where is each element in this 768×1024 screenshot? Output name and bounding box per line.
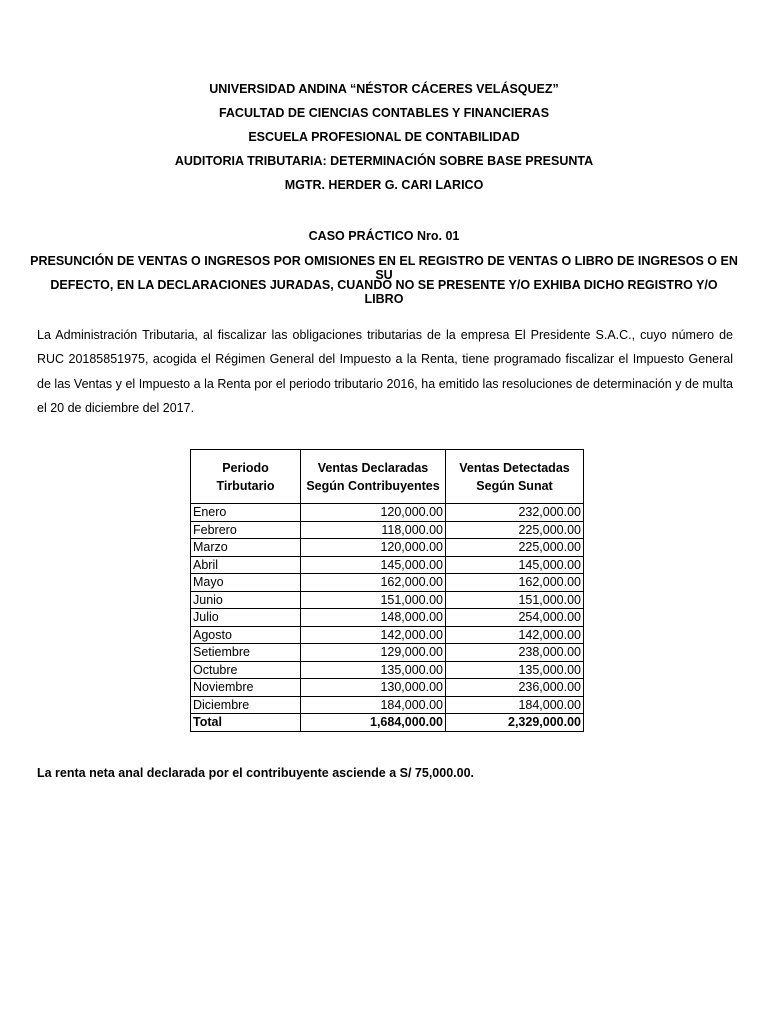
month-cell: Noviembre — [191, 679, 301, 697]
case-paragraph: La Administración Tributaria, al fiscalizar las obligaciones tributarias de la empresa El Presidente S.A.C., cuyo número de RUC 20185851975, acogida el Régimen General del Impuesto a la Renta, tiene programado fiscalizar el Impuesto General de las Ventas y el Impuesto a la Renta por el periodo tributario 2016, ha emitido las resoluciones de determinación y de multa el 20 de diciembre del 2017. — [37, 328, 733, 415]
detected-cell: 142,000.00 — [446, 626, 584, 644]
table-total-row — [191, 714, 584, 732]
month-cell: Enero — [191, 504, 301, 522]
table-row — [191, 679, 584, 697]
table-row — [191, 626, 584, 644]
school-title: ESCUELA PROFESIONAL DE CONTABILIDAD — [248, 130, 520, 144]
total-declared: 1,684,000.00 — [301, 714, 446, 732]
detected-cell: 254,000.00 — [446, 609, 584, 627]
declared-cell: 120,000.00 — [301, 504, 446, 522]
month-cell: Julio — [191, 609, 301, 627]
sales-table — [190, 449, 584, 732]
university-title: UNIVERSIDAD ANDINA “NÉSTOR CÁCERES VELÁSQUEZ” — [209, 82, 559, 96]
declared-cell: 145,000.00 — [301, 556, 446, 574]
month-cell: Febrero — [191, 521, 301, 539]
header-period-line-2: Tirbutario — [216, 478, 275, 493]
case-number: CASO PRÁCTICO Nro. 01 — [308, 229, 460, 243]
table-row — [191, 609, 584, 627]
month-cell: Marzo — [191, 539, 301, 557]
month-cell: Mayo — [191, 574, 301, 592]
table-row — [191, 556, 584, 574]
table-row — [191, 661, 584, 679]
detected-cell: 145,000.00 — [446, 556, 584, 574]
declared-cell: 142,000.00 — [301, 626, 446, 644]
table-row — [191, 521, 584, 539]
declared-cell: 118,000.00 — [301, 521, 446, 539]
header-detected — [446, 450, 584, 504]
detected-cell: 162,000.00 — [446, 574, 584, 592]
total-label: Total — [191, 714, 301, 732]
month-cell: Diciembre — [191, 696, 301, 714]
detected-cell: 236,000.00 — [446, 679, 584, 697]
declared-cell: 162,000.00 — [301, 574, 446, 592]
faculty-title: FACULTAD DE CIENCIAS CONTABLES Y FINANCIERAS — [218, 106, 550, 120]
header-period-line-1: Periodo — [222, 460, 269, 475]
detected-cell: 232,000.00 — [446, 504, 584, 522]
detected-cell: 225,000.00 — [446, 521, 584, 539]
table-row — [191, 591, 584, 609]
net-income-note: La renta neta anal declarada por el contribuyente asciende a S/ 75,000.00. — [37, 766, 474, 780]
detected-cell: 238,000.00 — [446, 644, 584, 662]
header-declared-line-2: Según Contribuyentes — [306, 478, 440, 493]
table-row — [191, 539, 584, 557]
case-title-line-1: PRESUNCIÓN DE VENTAS O INGRESOS POR OMISIONES EN EL REGISTRO DE VENTAS O LIBRO DE INGRESOS O EN SU — [30, 254, 738, 282]
course-title: AUDITORIA TRIBUTARIA: DETERMINACIÓN SOBRE BASE PRESUNTA — [174, 154, 594, 168]
declared-cell: 130,000.00 — [301, 679, 446, 697]
header-declared — [301, 450, 446, 504]
detected-cell: 225,000.00 — [446, 539, 584, 557]
month-cell: Junio — [191, 591, 301, 609]
month-cell: Octubre — [191, 661, 301, 679]
declared-cell: 151,000.00 — [301, 591, 446, 609]
detected-cell: 135,000.00 — [446, 661, 584, 679]
header-declared-line-1: Ventas Declaradas — [317, 460, 429, 475]
detected-cell: 151,000.00 — [446, 591, 584, 609]
month-cell: Abril — [191, 556, 301, 574]
header-detected-line-2: Según Sunat — [476, 478, 553, 493]
declared-cell: 184,000.00 — [301, 696, 446, 714]
month-cell: Setiembre — [191, 644, 301, 662]
declared-cell: 135,000.00 — [301, 661, 446, 679]
declared-cell: 129,000.00 — [301, 644, 446, 662]
header-period — [191, 450, 301, 504]
table-row — [191, 574, 584, 592]
table-row — [191, 696, 584, 714]
teacher-name: MGTR. HERDER G. CARI LARICO — [284, 178, 484, 192]
declared-cell: 120,000.00 — [301, 539, 446, 557]
total-detected: 2,329,000.00 — [446, 714, 584, 732]
declared-cell: 148,000.00 — [301, 609, 446, 627]
header-detected-line-1: Ventas Detectadas — [459, 460, 570, 475]
table-row — [191, 504, 584, 522]
table-header-row — [191, 450, 584, 504]
detected-cell: 184,000.00 — [446, 696, 584, 714]
table-row — [191, 644, 584, 662]
month-cell: Agosto — [191, 626, 301, 644]
case-title-line-2: DEFECTO, EN LA DECLARACIONES JURADAS, CUANDO NO SE PRESENTE Y/O EXHIBA DICHO REGISTRO Y/O LIBRO — [50, 278, 718, 306]
